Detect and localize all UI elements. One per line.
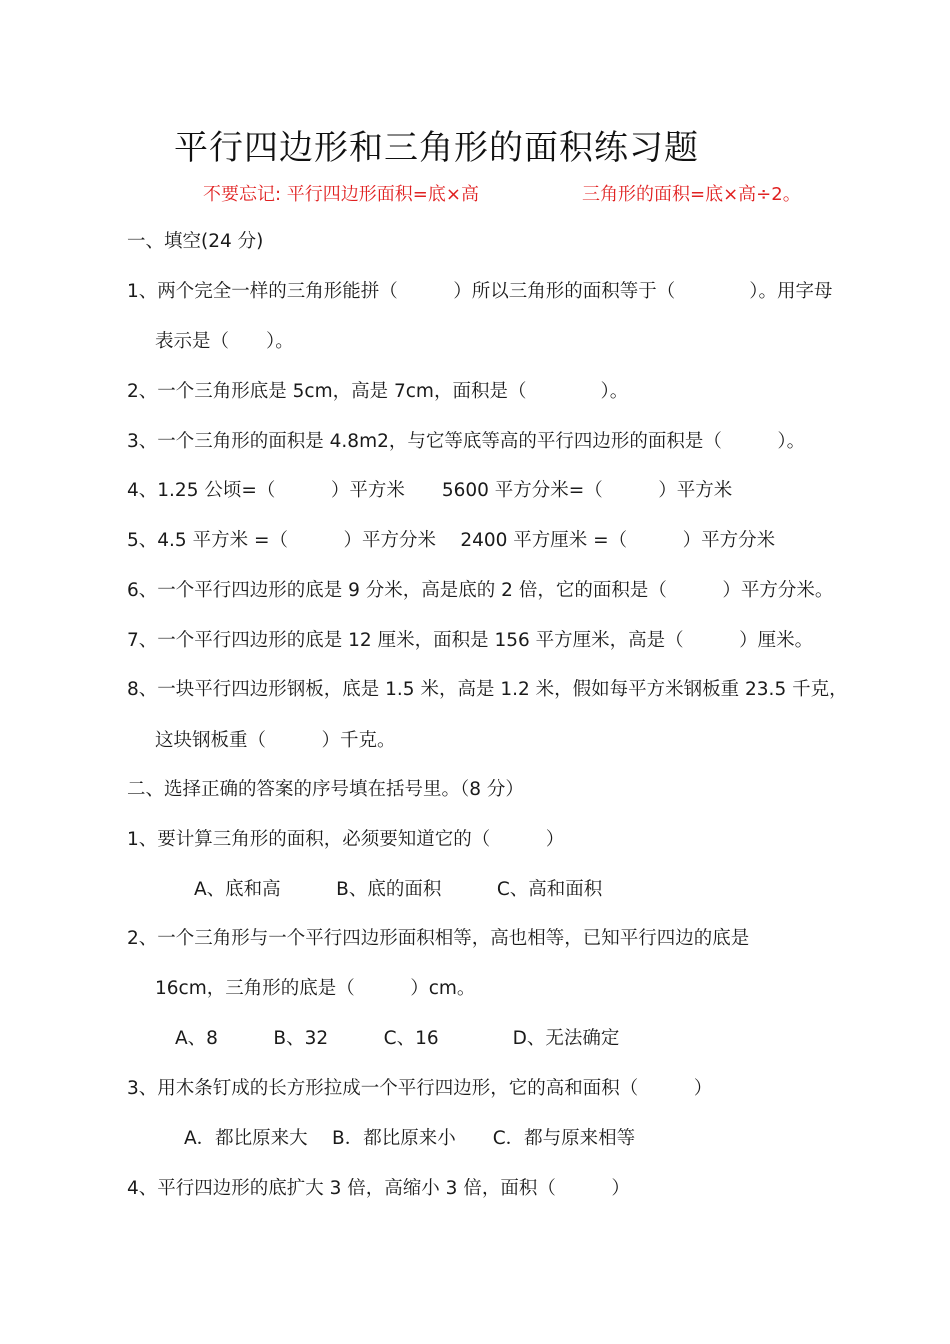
question-line: 4、1.25 公顷=（ ）平方米 5600 平方分米=（ ）平方米 <box>127 480 733 501</box>
answer-options: A、8 B、32 C、16 D、无法确定 <box>175 1028 620 1049</box>
question-line: 1、两个完全一样的三角形能拼（ ）所以三角形的面积等于（ ）。用字母 <box>127 281 833 302</box>
page-title: 平行四边形和三角形的面积练习题 <box>174 128 699 168</box>
question-line: 2、一个三角形底是 5cm，高是 7cm，面积是（ ）。 <box>127 381 629 402</box>
question-line: 2、一个三角形与一个平行四边形面积相等，高也相等，已知平行四边的底是 <box>127 928 750 949</box>
question-line: 这块钢板重（ ）千克。 <box>155 730 396 751</box>
question-line: 4、平行四边形的底扩大 3 倍，高缩小 3 倍，面积（ ） <box>127 1178 630 1199</box>
question-line: 7、一个平行四边形的底是 12 厘米，面积是 156 平方厘米，高是（ ）厘米。 <box>127 630 814 651</box>
section-heading-fill-blank: 一、填空(24 分) <box>127 231 264 252</box>
question-line: 3、用木条钉成的长方形拉成一个平行四边形，它的高和面积（ ） <box>127 1078 713 1099</box>
answer-options: A．都比原来大 B．都比原来小 C．都与原来相等 <box>184 1128 636 1149</box>
question-line: 3、一个三角形的面积是 4.8m2，与它等底等高的平行四边形的面积是（ ）。 <box>127 431 806 452</box>
triangle-formula-reminder: 三角形的面积=底×高÷2。 <box>582 184 801 205</box>
question-line: 16cm，三角形的底是（ ）cm。 <box>155 978 476 999</box>
answer-options: A、底和高 B、底的面积 C、高和面积 <box>194 879 603 900</box>
question-line: 1、要计算三角形的面积，必须要知道它的（ ） <box>127 829 565 850</box>
question-line: 表示是（ ）。 <box>155 331 294 352</box>
parallelogram-formula-reminder: 不要忘记: 平行四边形面积=底×高 <box>203 184 479 205</box>
question-line: 5、4.5 平方米 =（ ）平方分米 2400 平方厘米 =（ ）平方分米 <box>127 530 776 551</box>
question-line: 6、一个平行四边形的底是 9 分米，高是底的 2 倍，它的面积是（ ）平方分米。 <box>127 580 834 601</box>
section-heading-multiple-choice: 二、选择正确的答案的序号填在括号里。（8 分） <box>127 779 524 800</box>
question-line: 8、一块平行四边形钢板，底是 1.5 米，高是 1.2 米，假如每平方米钢板重 23.5 千克， <box>127 679 848 700</box>
